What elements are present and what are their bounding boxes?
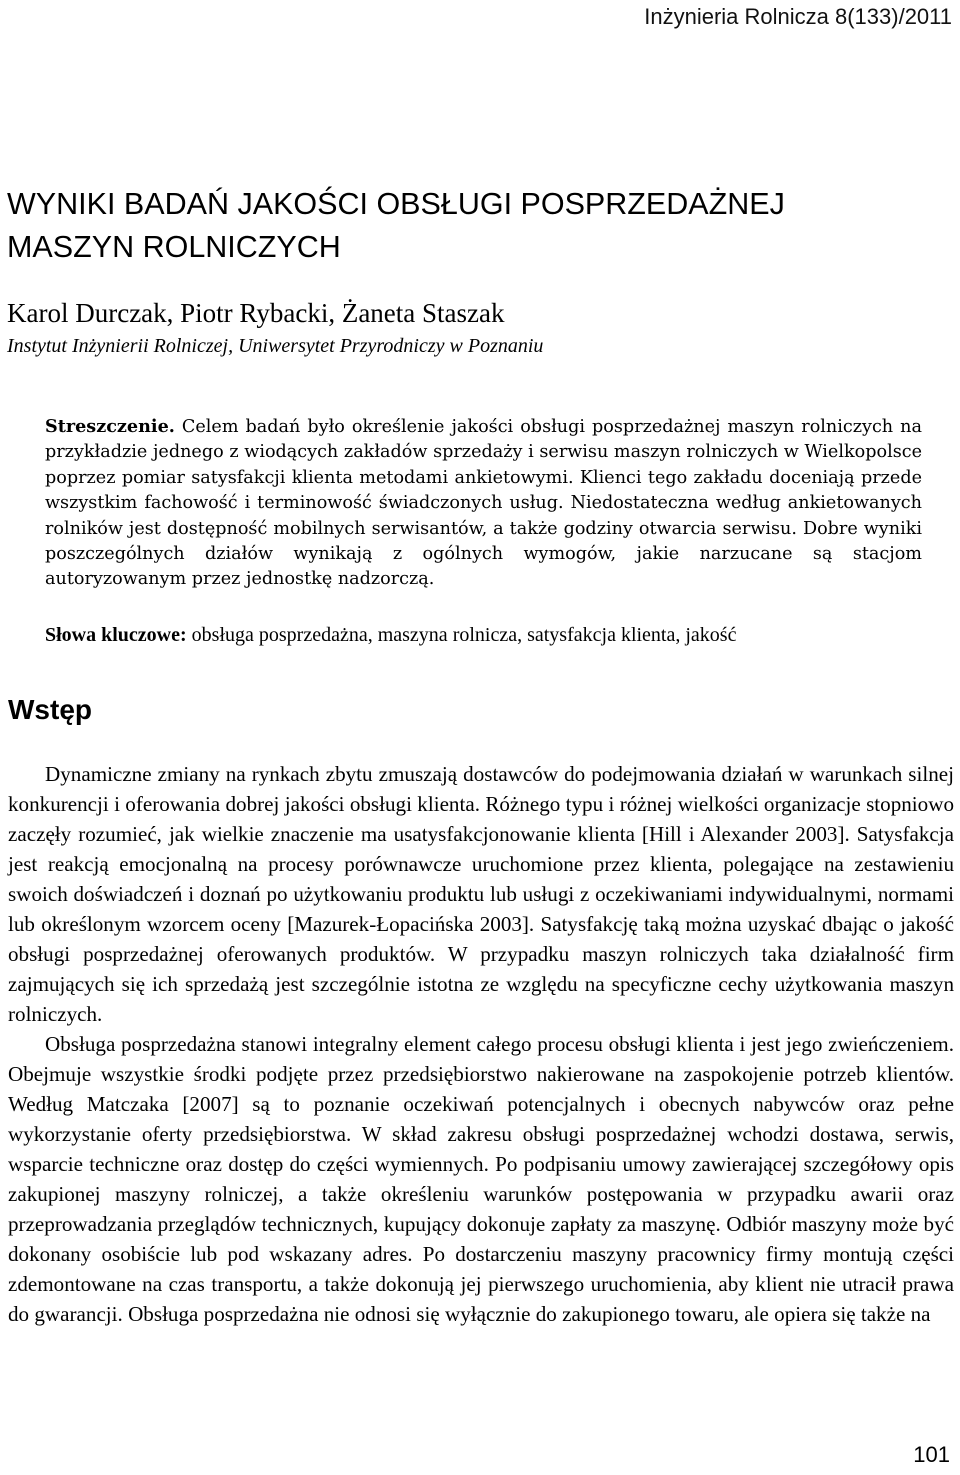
article-title: [7, 183, 952, 269]
abstract: [45, 414, 922, 593]
keywords-text: obsługa posprzedażna, maszyna rolnicza, satysfakcja klienta, jakość: [186, 624, 737, 646]
journal-header: Inżynieria Rolnicza 8(133)/2011: [644, 4, 952, 29]
keywords-label: Słowa kluczowe:: [45, 624, 187, 646]
keywords: [45, 622, 925, 648]
abstract-label: Streszczenie.: [45, 416, 175, 437]
section-heading: Wstęp: [8, 694, 92, 725]
title-line-2: MASZYN ROLNICZYCH: [7, 230, 341, 264]
page-number: 101: [913, 1442, 950, 1467]
abstract-text: Celem badań było określenie jakości obsługi posprzedażnej maszyn rolniczych na przykładzie jednego z wiodących zakładów sprzedaży i serwisu maszyn rolniczych w Wielkopolsce poprzez pomiar satysfakcji klienta metodami ankietowymi. Klienci tego zakładu doceniają przede wszystkim fachowość i terminowość świadczonych usług. Niedostateczna według ankietowanych rolników jest dostępność mobilnych serwisantów, a także godziny otwarcia serwisu. Dobre wyniki poszczególnych działów wynikają z ogólnych wymogów, jakie narzucane są stacjom autoryzowanym przez jednostkę nadzorczą.: [45, 417, 922, 590]
title-line-1: WYNIKI BADAŃ JAKOŚCI OBSŁUGI POSPRZEDAŻNEJ: [7, 187, 785, 221]
authors: Karol Durczak, Piotr Rybacki, Żaneta Staszak: [7, 298, 505, 328]
body-paragraph: Dynamiczne zmiany na rynkach zbytu zmuszają dostawców do podejmowania działań w warunkach silnej konkurencji i oferowania dobrej jakości obsługi klienta. Różnego typu i różnej wielkości organizacje stopniowo zaczęły rozumieć, jak wielkie znaczenie ma usatysfakcjonowanie klienta [Hill i Alexander 2003]. Satysfakcja jest reakcją emocjonalną na procesy porównawcze uruchomione przez klienta, polegające na zestawieniu swoich doświadczeń i doznań po użytkowaniu produktu lub usługi z oczekiwaniami indywidualnymi, normami lub określonym wzorcem oceny [Mazurek-Łopacińska 2003]. Satysfakcję taką można uzyskać dbając o jakość obsługi posprzedażnej oferowanych produktów. W przypadku maszyn rolniczych taka działalność firm zajmujących się ich sprzedażą jest szczególnie istotna ze względu na specyficzne cechy użytkowania maszyn rolniczych.: [8, 762, 954, 1026]
body-text: [8, 759, 954, 1329]
body-paragraph: Obsługa posprzedażna stanowi integralny element całego procesu obsługi klienta i jest jego zwieńczeniem. Obejmuje wszystkie środki podjęte przez przedsiębiorstwo nakierowane na zaspokojenie potrzeb klientów. Według Matczaka [2007] są to poznanie oczekiwań potencjalnych i obecnych nabywców oraz pełne wykorzystanie oferty przedsiębiorstwa. W skład zakresu obsługi posprzedażnej wchodzi dostawa, serwis, wsparcie techniczne oraz dostęp do części wymiennych. Po podpisaniu umowy zawierającej szczegółowy opis zakupionej maszyny rolniczej, a także określeniu warunków postępowania w przypadku awarii oraz przeprowadzania przeglądów technicznych, kupujący dokonuje zapłaty za maszynę. Odbiór maszyny może być dokonany osobiście lub pod wskazany adres. Po dostarczeniu maszyny pracownicy firmy montują części zdemontowane na czas transportu, a także dokonują jej pierwszego uruchomienia, aby klient nie utracił prawa do gwarancji. Obsługa posprzedażna nie odnosi się wyłącznie do zakupionego towaru, ale opiera się także na: [8, 1032, 954, 1326]
affiliation: Instytut Inżynierii Rolniczej, Uniwersytet Przyrodniczy w Poznaniu: [7, 335, 544, 357]
